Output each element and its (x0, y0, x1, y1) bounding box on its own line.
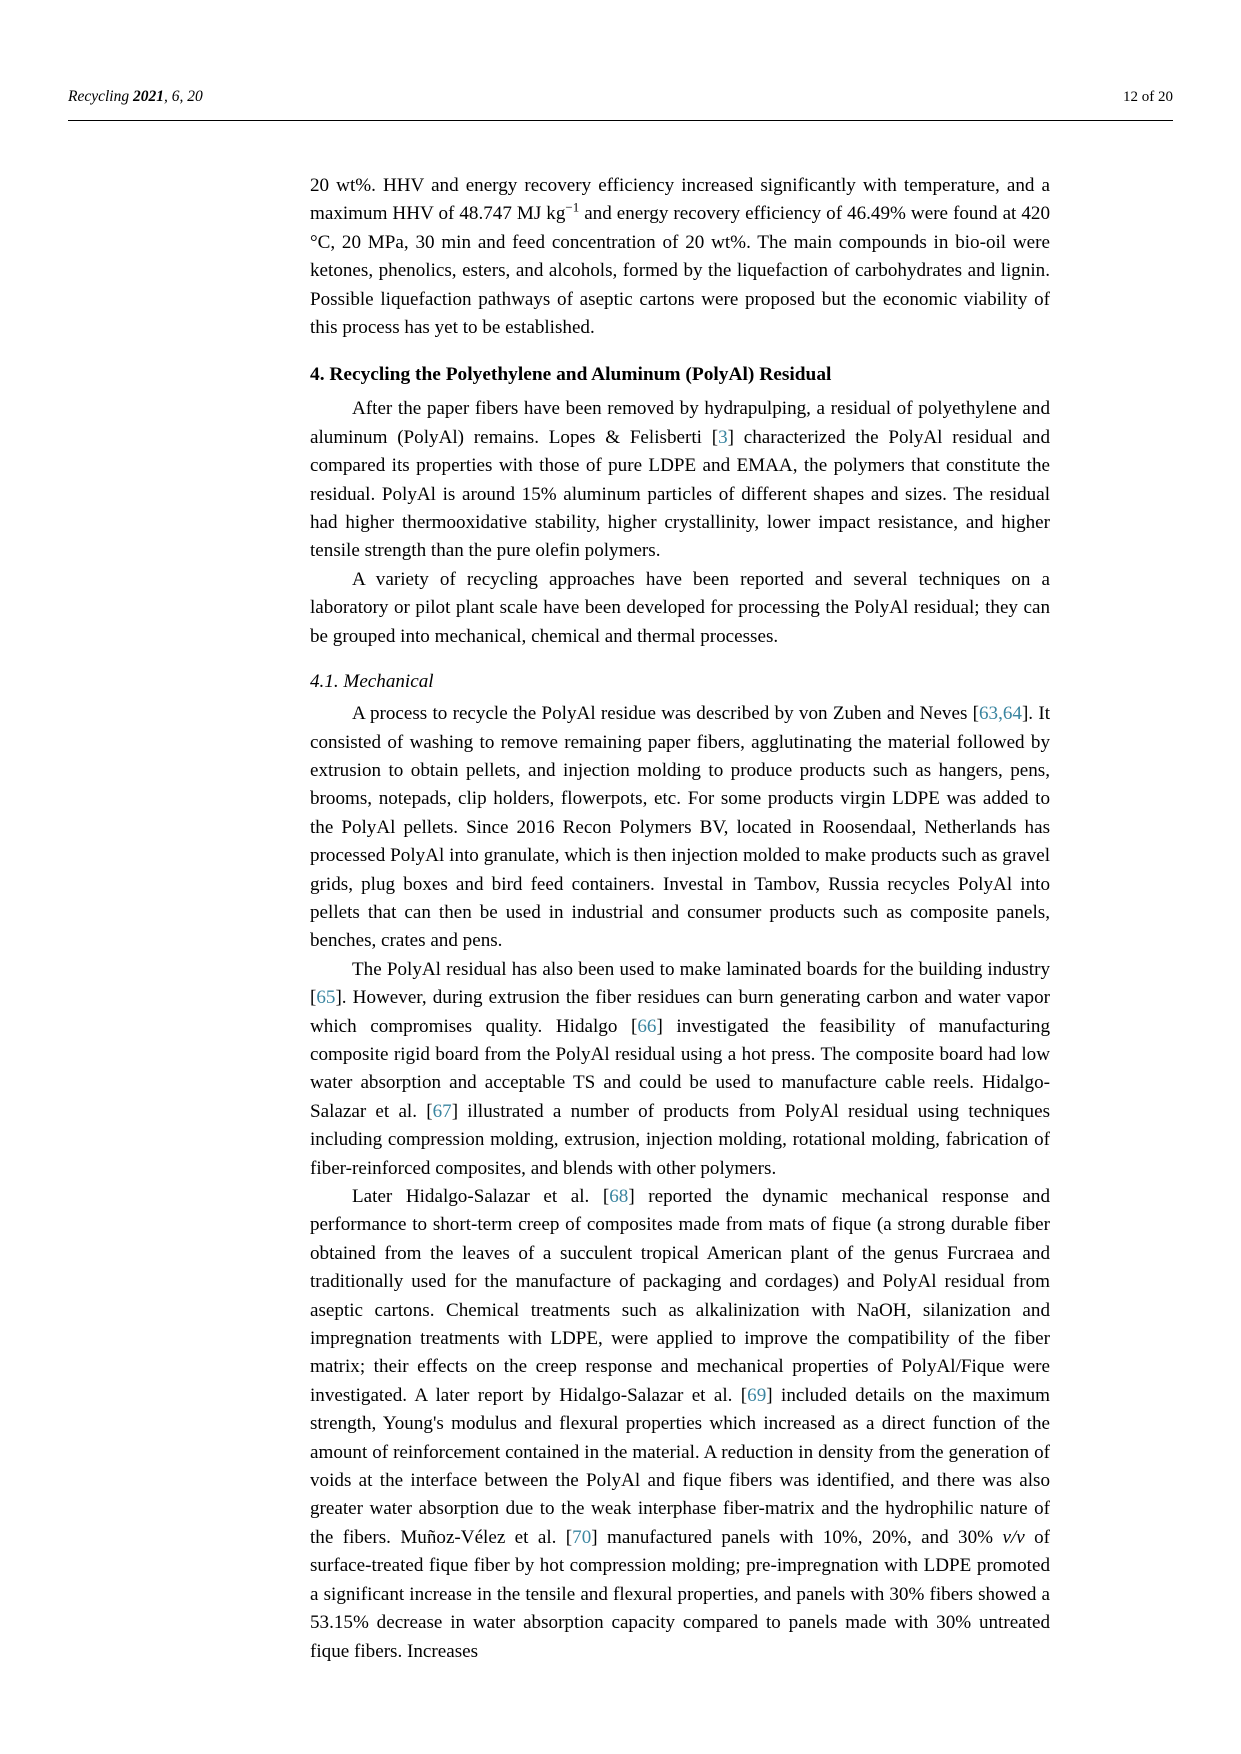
paragraph-text-part: ] included details on the maximum strength, Young's modulus and flexural properties which increased as a direct function of the amount of reinforcement contained in the material. A reduction in density from the generation of voids at the interface between the PolyAl and fique fibers was identified, and there was also greater water absorption due to the weak interphase fiber-matrix and the hydrophilic nature of the fibers. Muñoz-Vélez et al. [ (310, 1384, 1050, 1548)
paragraph-laminated-boards (310, 956, 1050, 1183)
paragraph-text-part: ] illustrated a number of products from PolyAl residual using techniques including compression molding, extrusion, injection molding, rotational molding, fabrication of fiber-reinforced composites, and blends with other polymers. (310, 1100, 1050, 1179)
paragraph-text-part: of surface-treated fique fiber by hot compression molding; pre-impregnation with LDPE promoted a significant increase in the tensile and flexural properties, and panels with 30% fibers showed a 53.15% decrease in water absorption capacity compared to panels made with 30% untreated fique fibers. Increases (310, 1526, 1050, 1662)
paragraph-text-part: ] characterized the PolyAl residual and compared its properties with those of pure LDPE and EMAA, the polymers that constitute the residual. PolyAl is around 15% aluminum particles of different shapes and sizes. The residual had higher thermooxidative stability, higher crystallinity, lower impact resistance, and higher tensile strength than the pure olefin polymers. (310, 426, 1051, 562)
paragraph-von-zuben-process (310, 700, 1050, 956)
journal-volume-year: 2021 (132, 88, 164, 105)
superscript-exponent: −1 (565, 200, 580, 216)
section-heading-4: 4. Recycling the Polyethylene and Aluminum (PolyAl) Residual (310, 364, 832, 386)
italic-term-vv: v/v (1002, 1526, 1025, 1548)
paragraph-polyal-intro (310, 395, 1050, 565)
running-header (68, 88, 1173, 107)
citation-link-68[interactable]: 68 (609, 1186, 629, 1207)
article-body (310, 172, 1050, 1666)
journal-citation (68, 88, 203, 107)
paragraph-text-part: A process to recycle the PolyAl residue was described by von Zuben and Neves [ (352, 703, 979, 725)
citation-link-70[interactable]: 70 (572, 1526, 592, 1548)
citation-link-63-64[interactable]: 63,64 (978, 703, 1022, 725)
page-number: 12 of 20 (1123, 89, 1173, 105)
paragraph-hidalgo-salazar-creep (310, 1183, 1050, 1666)
paragraph-text-part: ] reported the dynamic mechanical response and performance to short-term creep of composites made from mats of fique (a strong durable fiber obtained from the leaves of a succulent tropical American plant of the genus Furcraea and traditionally used for the manufacture of packaging and cordages) and PolyAl residual from aseptic cartons. Chemical treatments such as alkalinization with NaOH, silanization and impregnation treatments with LDPE, were applied to improve the compatibility of the fiber matrix; their effects on the creep response and mechanical properties of PolyAl/Fique were investigated. A later report by Hidalgo-Salazar et al. [ (310, 1186, 1050, 1406)
citation-link-65[interactable]: 65 (316, 987, 336, 1009)
citation-link-69[interactable]: 69 (747, 1384, 767, 1406)
header-divider-rule (68, 120, 1173, 121)
citation-link-66[interactable]: 66 (637, 1015, 657, 1037)
paragraph-text-part: Later Hidalgo-Salazar et al. [ (352, 1186, 610, 1207)
citation-link-67[interactable]: 67 (432, 1100, 452, 1122)
paragraph-text-part: After the paper fibers have been removed by hydrapulping, a residual of polyethylene and aluminum (PolyAl) remains. Lopes & Felisberti [ (310, 398, 1050, 448)
paragraph-recycling-approaches: A variety of recycling approaches have been reported and several techniques on a laboratory or pilot plant scale have been developed for processing the PolyAl residual; they can be grouped into mechanical, chemical and thermal processes. (310, 568, 1050, 647)
paragraph-text-part: ]. However, during extrusion the fiber residues can burn generating carbon and water vapor which compromises quality. Hidalgo [ (310, 987, 1050, 1037)
subsection-heading-4-1: 4.1. Mechanical (310, 671, 434, 693)
paragraph-text-part: and energy recovery efficiency of 46.49% were found at 420 °C, 20 MPa, 30 min and feed concentration of 20 wt%. The main compounds in bio-oil were ketones, phenolics, esters, and alcohols, formed by the liquefaction of carbohydrates and lignin. Possible liquefaction pathways of aseptic cartons were proposed but the economic viability of this process has yet to be established. (310, 203, 1051, 339)
paragraph-text-part: ] manufactured panels with 10%, 20%, and 30% (591, 1526, 1003, 1548)
paragraph-text-part: The PolyAl residual has also been used to make laminated boards for the building industry [ (310, 958, 1050, 1009)
citation-link-3[interactable]: 3 (718, 426, 728, 448)
paragraph-text-part: 20 wt%. HHV and energy recovery efficiency increased significantly with temperature, and a maximum HHV of 48.747 MJ kg (310, 175, 1050, 225)
journal-name: Recycling (68, 88, 130, 105)
paragraph-text-part: ] investigated the feasibility of manufacturing composite rigid board from the PolyAl residual using a hot press. The composite board had low water absorption and acceptable TS and could be used to manufacture cable reels. Hidalgo-Salazar et al. [ (310, 1015, 1050, 1122)
paragraph-continuation-hhv (310, 172, 1050, 342)
journal-issue-article: , 6, 20 (163, 88, 203, 105)
paragraph-text-part: ]. It consisted of washing to remove remaining paper fibers, agglutinating the material followed by extrusion to obtain pellets, and injection molding to produce products such as hangers, pens, brooms, notepads, clip holders, flowerpots, etc. For some products virgin LDPE was added to the PolyAl pellets. Since 2016 Recon Polymers BV, located in Roosendaal, Netherlands has processed PolyAl into granulate, which is then injection molded to make products such as gravel grids, plug boxes and bird feed containers. Investal in Tambov, Russia recycles PolyAl into pellets that can then be used in industrial and consumer products such as composite panels, benches, crates and pens. (310, 703, 1050, 952)
